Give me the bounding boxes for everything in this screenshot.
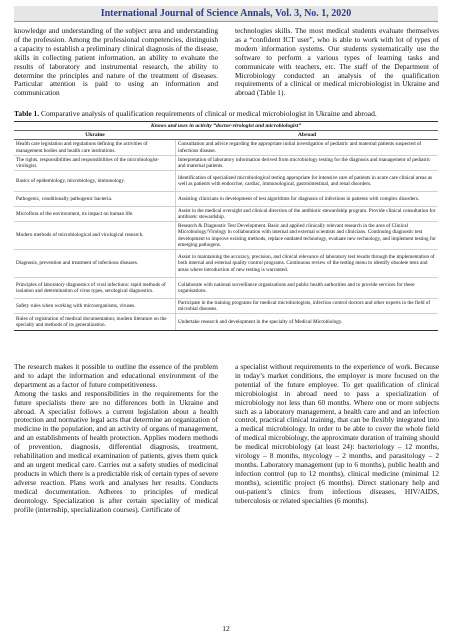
table-row xyxy=(14,192,438,207)
comparison-table xyxy=(14,121,438,331)
table-row xyxy=(14,156,438,171)
cell-ukraine-text: The rights, responsibilities and responsibilities of the microbiologist-virologist. xyxy=(16,156,160,169)
cell-ukraine-text: Safety rules when working with microorganisms, viruses. xyxy=(16,302,136,309)
cell-ukraine xyxy=(14,192,176,206)
table-caption-label: Table 1. xyxy=(14,109,40,118)
cell-ukraine-text: Principles of laboratory diagnostics of viral infections: rapid methods of isolation and determination of virus types, serological diagnostics. xyxy=(16,281,166,294)
top-left-column xyxy=(14,27,218,98)
header-abroad: Abroad xyxy=(297,132,317,138)
cell-abroad: Collaborate with national surveillance organisations and public health authorities and to provide services for these organisations. xyxy=(178,281,415,294)
table-row xyxy=(14,171,438,192)
paragraph: The research makes it possible to outline the essence of the problem and to adapt the information and educational environment of the department as a factor of future competitiveness. xyxy=(14,362,218,389)
cell-ukraine-text: Rules of registration of medical documentation; modern literature on the specialty and methods of its generalization. xyxy=(16,315,167,328)
cell-abroad: Assist in maintaining the accuracy, precision, and clinical relevance of laboratory test results through the implementation of both internal and external quality control programs. Continuous review of the testing menu to identify obsolete tests and areas where introduction of new testing is warranted. xyxy=(178,254,435,273)
header-ukraine: Ukraine xyxy=(85,132,105,138)
bottom-right-column xyxy=(235,363,439,506)
table-row xyxy=(14,314,438,330)
table-header-row xyxy=(14,131,438,140)
cell-abroad: Research & Diagnostic Test Development. Basic and applied clinically relevant research in the area of Clinical Microbiology/Virology in collaboration with internal and external scientists and clinicians. Continuing diagnostic test development to improve existing methods, replace outdated technology, evaluate new technology, and implement testing for emerging pathogens. xyxy=(178,223,436,248)
cell-ukraine-text: Diagnosis, prevention and treatment of infectious diseases. xyxy=(16,260,139,267)
cell-ukraine xyxy=(14,222,176,249)
table-row xyxy=(14,222,438,250)
cell-ukraine xyxy=(14,278,176,298)
page-number: 12 xyxy=(222,624,230,633)
journal-header: International Journal of Science Annals, Vol. 3, No. 1, 2020 xyxy=(14,6,438,22)
paragraph: a specialist without requirements to the experience of work. Because in today’s market conditions, the employer is more focused on the potential of the future employee. To get qualification of clinical microbiologist in abroad need to pass a specialization of microbiology not less than 60 months. Where one or more subjects such as a laboratory management, a health care and and an infection control, practical clinical training, that can be flexibly integrated into a medical microbiology. In order to be able to cover the whole field of medical microbiology, the approximate duration of training should be medical microbiology (at least 24): bacteriology – 12 months, virology – 8 months, mycology – 2 months, and parasitology – 2 months. Laboratory management (up to 6 months), public health and infection control (up to 12 months), clinical medicine (minimal 12 months), scientific project (6 months). Direct stationary help and out-patient’s clinics from infectious diseases, HIV/AIDS, tuberculosis or related specialties (6 months). xyxy=(235,362,439,505)
cell-ukraine-text: Modern methods of microbiological and virological research. xyxy=(16,232,144,239)
cell-ukraine xyxy=(14,156,176,170)
cell-ukraine xyxy=(14,140,176,155)
cell-abroad: Identification of specialized microbiological testing appropriate for intensive care of patients in acute care clinical areas as well as patients with endocrine, cardiac, immunological, gastrointestinal, and renal disorders. xyxy=(178,174,433,187)
table-row xyxy=(14,278,438,299)
cell-ukraine xyxy=(14,250,176,277)
table-title: Knows and uses in activity “doctor-virologist and microbiologist” xyxy=(14,122,438,131)
table-row xyxy=(14,140,438,156)
cell-abroad: Participate in the training programs for medical microbiologists, infection control doctors and other experts in the field of microbial diseases. xyxy=(178,299,431,312)
cell-abroad: Undertake research and development in the specialty of Medical Microbiology. xyxy=(178,318,343,325)
cell-ukraine xyxy=(14,207,176,221)
paragraph: technologies skills. The most medical students evaluate themselves as a “confident ICT user”, who is able to work with lot of types of modern information systems. Our students systematically use the software to perform a various types of learning tasks and communicate with teachers, etc. The staff of the Department of Microbiology conducted an analysis of the qualification requirements of a clinical or medical microbiologist in Ukraine and abroad (Table 1). xyxy=(235,26,439,98)
cell-ukraine-text: Pathogenic, conditionally pathogenic bacteria. xyxy=(16,195,113,202)
cell-ukraine xyxy=(14,171,176,191)
cell-ukraine-text: Health care legislation and regulations defining the activities of management bodies and health care institutions. xyxy=(16,141,148,154)
cell-abroad: Assisting clinicians in development of test algorithms for diagnosis of infections in patients with complex disorders. xyxy=(178,195,420,202)
paragraph: Among the tasks and responsibilities in the requirements for the future specialists there are no differences both in Ukraine and abroad. A specialist follows a current legislation about a health protection and normative legal acts that determine an organization of medicine in the population, and an activity of organs of management, and an establishments of health protection. Applies modern methods of prevention, diagnosis, differential diagnosis, treatment, rehabilitation and medical examination of patients, gives them quick and an urgent medical care. Carries out a safety studies of medicinal products in which there is a predictable risk of certain types of severe adverse reaction. Plans work and analyses her results. Conducts medical documentation. Adheres to principles of medical deontology. Specialization is after certain speciality of medical profile (internship, specialization courses). Certificate of xyxy=(14,388,218,514)
table-caption xyxy=(14,109,438,118)
table-row xyxy=(14,299,438,314)
cell-ukraine-text: Microflora of the environment, its impact on human life. xyxy=(16,210,134,217)
table-caption-text: Comparative analysis of qualification requirements of clinical or medical microbiologist in Ukraine and abroad. xyxy=(39,109,377,118)
top-right-column xyxy=(235,27,439,98)
cell-ukraine-text: Basics of epidemiology, microbiology, immunology. xyxy=(16,177,125,184)
cell-abroad: Assist in the medical oversight and clinical direction of the antibiotic stewardship program. Provide clinical consultation for antibiotic stewardship. xyxy=(178,207,436,220)
cell-abroad: Consultation and advice regarding the appropriate initial investigation of pediatric and maternal patients suspected of infectious disease. xyxy=(178,141,422,154)
cell-ukraine xyxy=(14,299,176,313)
cell-abroad: Interpretation of laboratory information derived from microbiology testing for the diagnosis and management of pediatric and maternal patients. xyxy=(178,156,431,169)
cell-ukraine xyxy=(14,314,176,330)
paragraph: knowledge and understanding of the subject area and understanding of the profession. Among the professional competencies, distinguish a capacity to establish a preliminary clinical diagnosis of the disease, skills in collecting patient information, an ability to evaluate the results of laboratory and instrumental research, the ability to determine the principles and nature of the treatment of diseases. Particular attention is paid to using an information and communication xyxy=(14,26,218,98)
bottom-left-column xyxy=(14,363,218,514)
table-row xyxy=(14,207,438,222)
table-row xyxy=(14,250,438,278)
table-body xyxy=(14,140,438,330)
